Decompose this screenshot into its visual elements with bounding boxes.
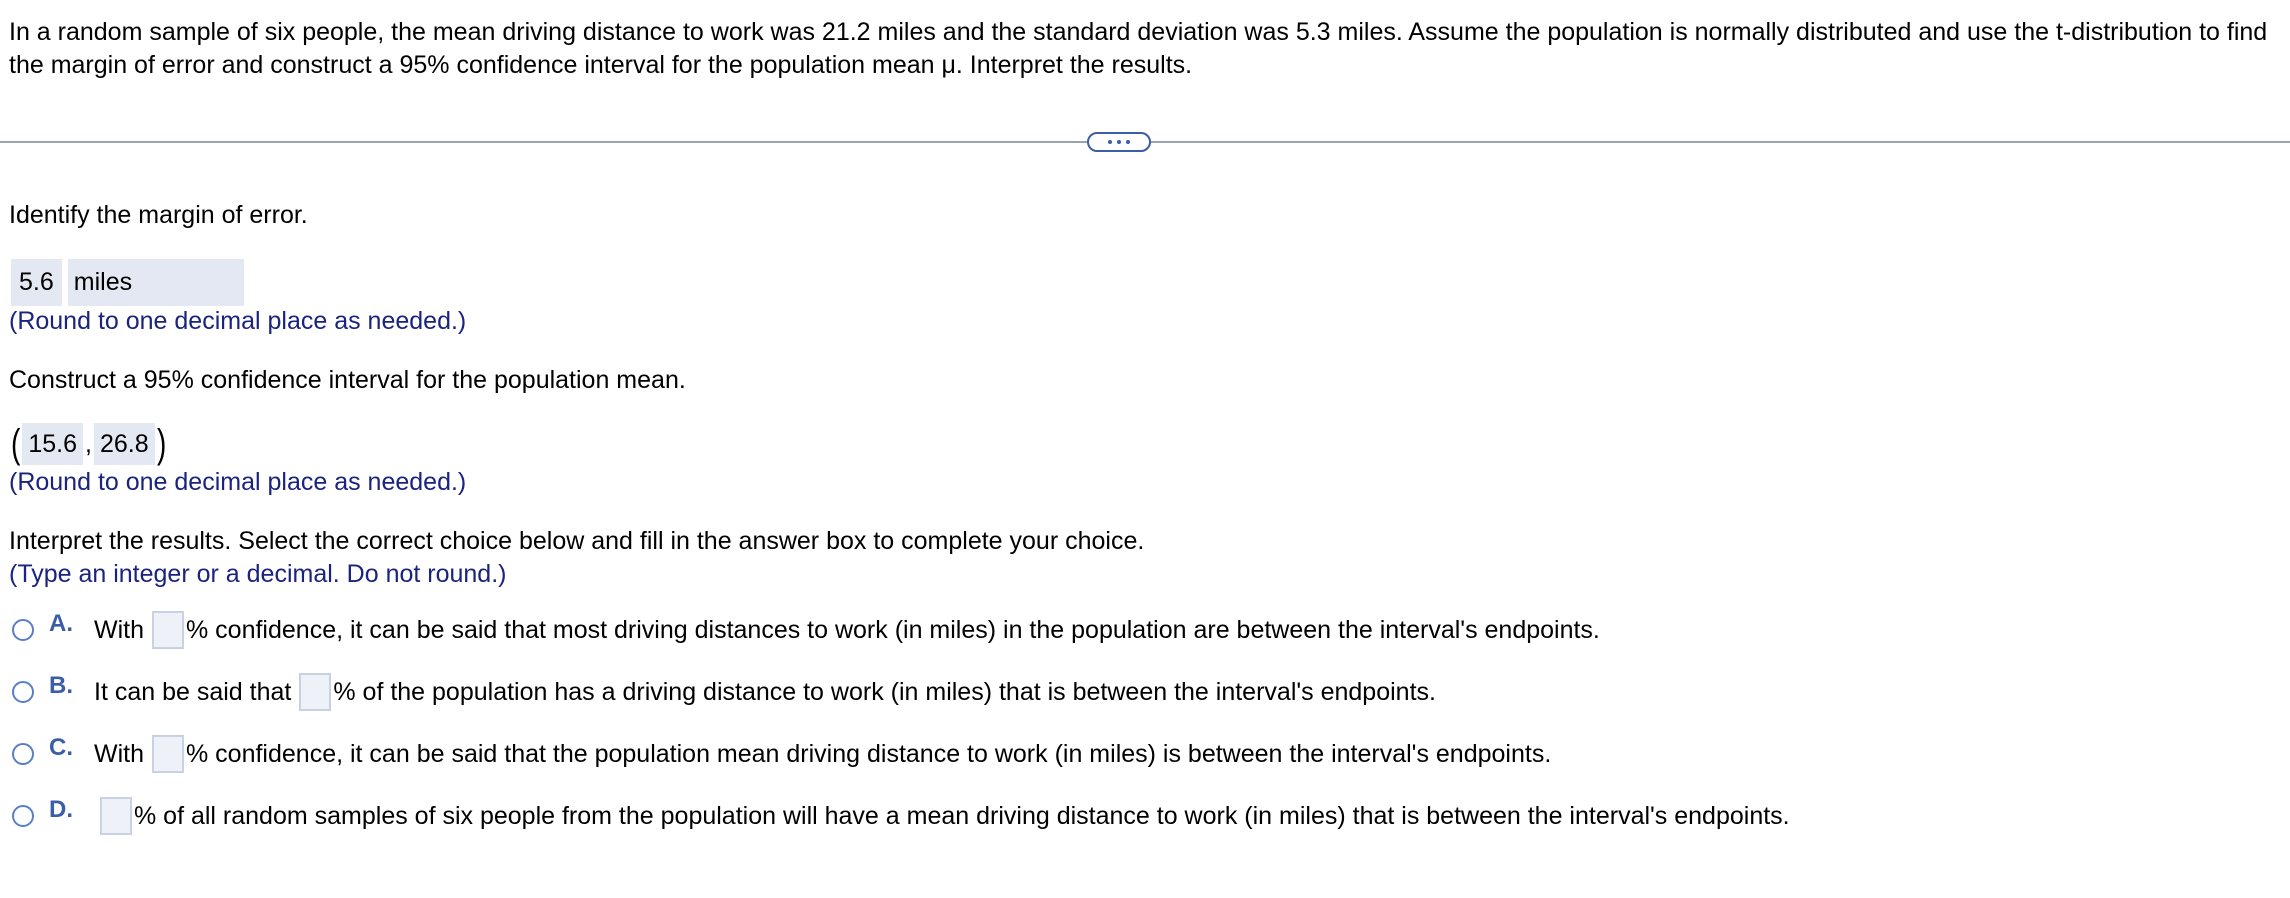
interpretation-prompt: Interpret the results. Select the correct choice below and fill in the answer box to complete your choice. <box>9 527 1145 555</box>
interpretation-hint: (Type an integer or a decimal. Do not round.) <box>9 560 507 588</box>
radio-button-icon[interactable] <box>12 681 34 703</box>
choice-letter: A. <box>49 610 73 637</box>
choice-d[interactable] <box>12 796 1790 836</box>
choice-text-after: % of all random samples of six people from the population will have a mean driving distance to work (in miles) that is between the interval's endpoints. <box>134 801 1790 830</box>
choice-c[interactable] <box>12 734 1551 774</box>
margin-of-error-value[interactable]: 5.6 <box>11 259 62 306</box>
answer-blank-input[interactable] <box>152 735 184 773</box>
choice-text-before: It can be said that <box>94 677 292 706</box>
choice-text-after: % of the population has a driving distance to work (in miles) that is between the interval's endpoints. <box>333 677 1436 706</box>
confidence-interval-prompt: Construct a 95% confidence interval for the population mean. <box>9 366 686 394</box>
choice-letter: C. <box>49 734 73 761</box>
margin-of-error-hint: (Round to one decimal place as needed.) <box>9 307 467 335</box>
question-text: In a random sample of six people, the mean driving distance to work was 21.2 miles and the standard deviation was 5.3 miles. Assume the population is normally distributed and use the t-distribution to find the margin of error and construct a 95% confidence interval for the population mean μ. Interpret the results. <box>9 18 2268 79</box>
choice-text-before: With <box>94 615 144 644</box>
interval-separator: , <box>85 429 92 458</box>
choice-text-after: % confidence, it can be said that the population mean driving distance to work (in miles) is between the interval's endpoints. <box>186 739 1552 768</box>
answer-blank-input[interactable] <box>100 797 132 835</box>
margin-of-error-answer[interactable] <box>11 259 244 306</box>
choice-letter: B. <box>49 672 73 699</box>
more-button[interactable] <box>1087 132 1151 152</box>
choice-letter: D. <box>49 796 73 823</box>
choice-text-after: % confidence, it can be said that most driving distances to work (in miles) in the population are between the interval's endpoints. <box>186 615 1600 644</box>
ellipsis-icon <box>1108 140 1112 144</box>
choice-b[interactable] <box>12 672 1436 712</box>
ellipsis-icon <box>1117 140 1121 144</box>
radio-button-icon[interactable] <box>12 805 34 827</box>
choice-a[interactable] <box>12 610 1600 650</box>
close-paren: ) <box>156 422 166 466</box>
confidence-interval-answer <box>9 420 168 468</box>
margin-of-error-prompt: Identify the margin of error. <box>9 201 308 229</box>
choice-text-before: With <box>94 739 144 768</box>
confidence-interval-hint: (Round to one decimal place as needed.) <box>9 468 467 496</box>
answer-blank-input[interactable] <box>299 673 331 711</box>
ellipsis-icon <box>1126 140 1130 144</box>
margin-of-error-unit: miles <box>68 259 244 306</box>
interval-lower-input[interactable]: 15.6 <box>22 423 83 465</box>
answer-blank-input[interactable] <box>152 611 184 649</box>
radio-button-icon[interactable] <box>12 619 34 641</box>
open-paren: ( <box>10 422 21 466</box>
interval-upper-input[interactable]: 26.8 <box>94 423 155 465</box>
radio-button-icon[interactable] <box>12 743 34 765</box>
